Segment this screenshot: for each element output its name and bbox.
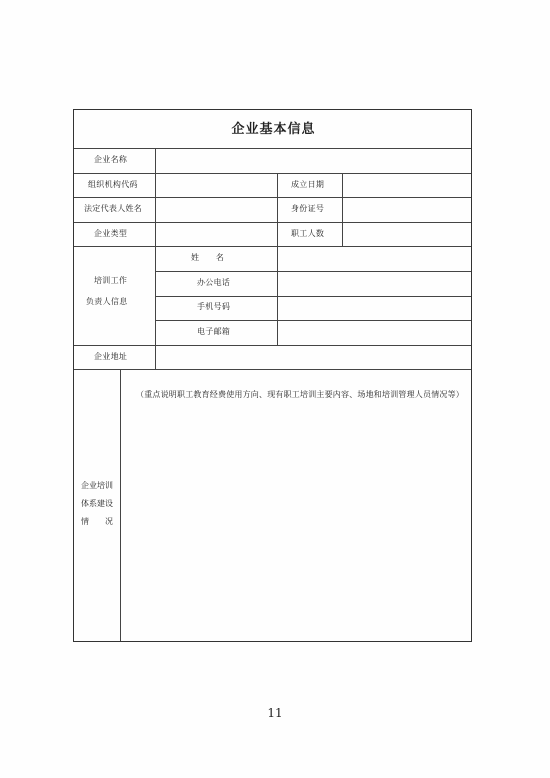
training-system-note: （重点说明职工教育经费使用方向、现有职工培训主要内容、场地和培训管理人员情况等）: [136, 390, 464, 399]
org-code-label: 组织机构代码: [88, 180, 138, 189]
company-name-field[interactable]: [156, 149, 471, 173]
contact-name-label: 姓 名: [191, 253, 225, 262]
training-contact-group-label: 负责人信息: [86, 297, 128, 306]
training-contact-group-label: 培训工作: [94, 276, 128, 285]
legal-rep-field[interactable]: [156, 198, 277, 222]
address-field[interactable]: [156, 346, 471, 369]
enterprise-info-form: [73, 109, 472, 642]
id-number-field[interactable]: [343, 198, 471, 222]
legal-rep-label: 法定代表人姓名: [84, 204, 143, 213]
company-type-label: 企业类型: [94, 229, 128, 238]
founded-date-label: 成立日期: [291, 180, 325, 189]
employee-count-label: 职工人数: [291, 229, 325, 238]
training-system-label: 企业培训: [81, 481, 113, 490]
training-system-label: 情 况: [81, 517, 113, 526]
row-divider: [74, 369, 471, 370]
mobile-label: 手机号码: [197, 302, 231, 311]
training-system-label: 体系建设: [81, 499, 113, 508]
founded-date-field[interactable]: [343, 174, 471, 197]
email-field[interactable]: [278, 321, 471, 345]
id-number-label: 身份证号: [291, 204, 325, 213]
contact-name-field[interactable]: [278, 247, 471, 271]
org-code-field[interactable]: [156, 174, 277, 197]
company-type-field[interactable]: [156, 223, 277, 246]
form-title: 企业基本信息: [231, 122, 316, 137]
mobile-field[interactable]: [278, 297, 471, 320]
office-phone-label: 办公电话: [197, 278, 231, 287]
column-divider: [277, 173, 278, 247]
address-label: 企业地址: [94, 352, 128, 361]
training-system-field[interactable]: [121, 410, 471, 641]
employee-count-field[interactable]: [343, 223, 471, 246]
email-label: 电子邮箱: [197, 327, 231, 336]
office-phone-field[interactable]: [278, 272, 471, 296]
company-name-label: 企业名称: [94, 155, 128, 164]
page-number: 11: [267, 706, 283, 720]
